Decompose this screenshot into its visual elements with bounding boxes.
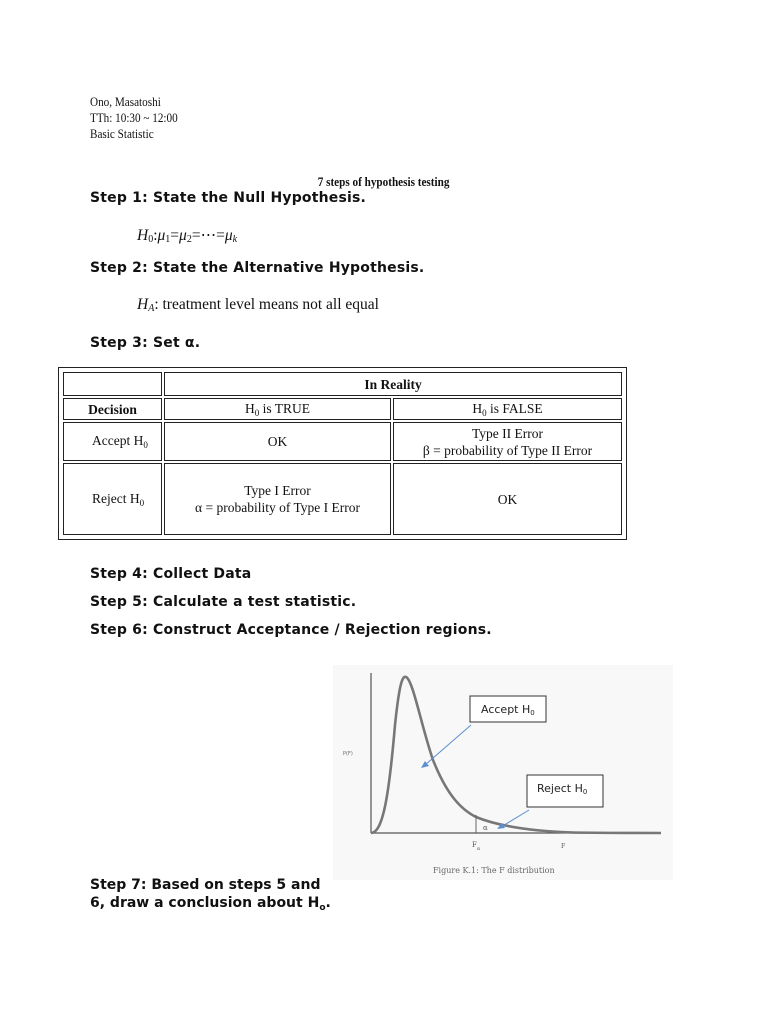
step-1: Step 1: State the Null Hypothesis. xyxy=(90,190,367,206)
accept-box-label: Accept H0 xyxy=(481,703,535,717)
f-alpha-label: $F_\alpha$ xyxy=(472,841,481,852)
decision-header: Decision xyxy=(63,398,162,420)
author-name: Ono, Masatoshi xyxy=(90,94,161,109)
reject-box-label: Reject H0 xyxy=(537,782,588,796)
f-distribution-figure xyxy=(333,665,673,880)
h0-false-header: $H_0$ is FALSE xyxy=(393,398,622,420)
y-axis-label: P(F) xyxy=(343,751,353,757)
decision-table xyxy=(58,367,627,540)
alpha-label: α xyxy=(483,824,488,832)
type2-error-cell: Type II Error β = probability of Type II Error xyxy=(393,422,622,461)
class-schedule: TTh: 10:30 ~ 12:00 xyxy=(90,110,178,125)
null-hypothesis-formula: $H_0:\mu_1=\mu_2=\cdots=\mu_k$ xyxy=(137,227,238,245)
accept-row-label: Accept $H_0$ xyxy=(63,422,162,461)
step-7: Step 7: Based on steps 5 and 6, draw a conclusion about $H_o$. xyxy=(90,877,331,913)
reject-false-cell: OK xyxy=(393,463,622,535)
corner-cell xyxy=(63,372,162,396)
step-3: Step 3: Set α. xyxy=(90,335,201,351)
f-axis-label: F xyxy=(561,843,566,850)
document-title: 7 steps of hypothesis testing xyxy=(318,174,450,189)
f-distribution-svg xyxy=(333,665,673,880)
h0-true-header: $H_0$ is TRUE xyxy=(164,398,391,420)
step-4: Step 4: Collect Data xyxy=(90,566,252,582)
alternative-hypothesis-formula: $H_A$: treatment level means not all equal xyxy=(137,296,379,314)
accept-true-cell: OK xyxy=(164,422,391,461)
in-reality-header: In Reality xyxy=(164,372,622,396)
reject-row-label: Reject $H_0$ xyxy=(63,463,162,535)
step-2: Step 2: State the Alternative Hypothesis. xyxy=(90,260,425,276)
step-6: Step 6: Construct Acceptance / Rejection regions. xyxy=(90,622,492,638)
course-name: Basic Statistic xyxy=(90,126,154,141)
type1-error-cell: Type I Error α = probability of Type I Error xyxy=(164,463,391,535)
step-5: Step 5: Calculate a test statistic. xyxy=(90,594,357,610)
document-header xyxy=(90,94,192,142)
figure-caption: Figure K.1: The F distribution xyxy=(433,866,555,875)
